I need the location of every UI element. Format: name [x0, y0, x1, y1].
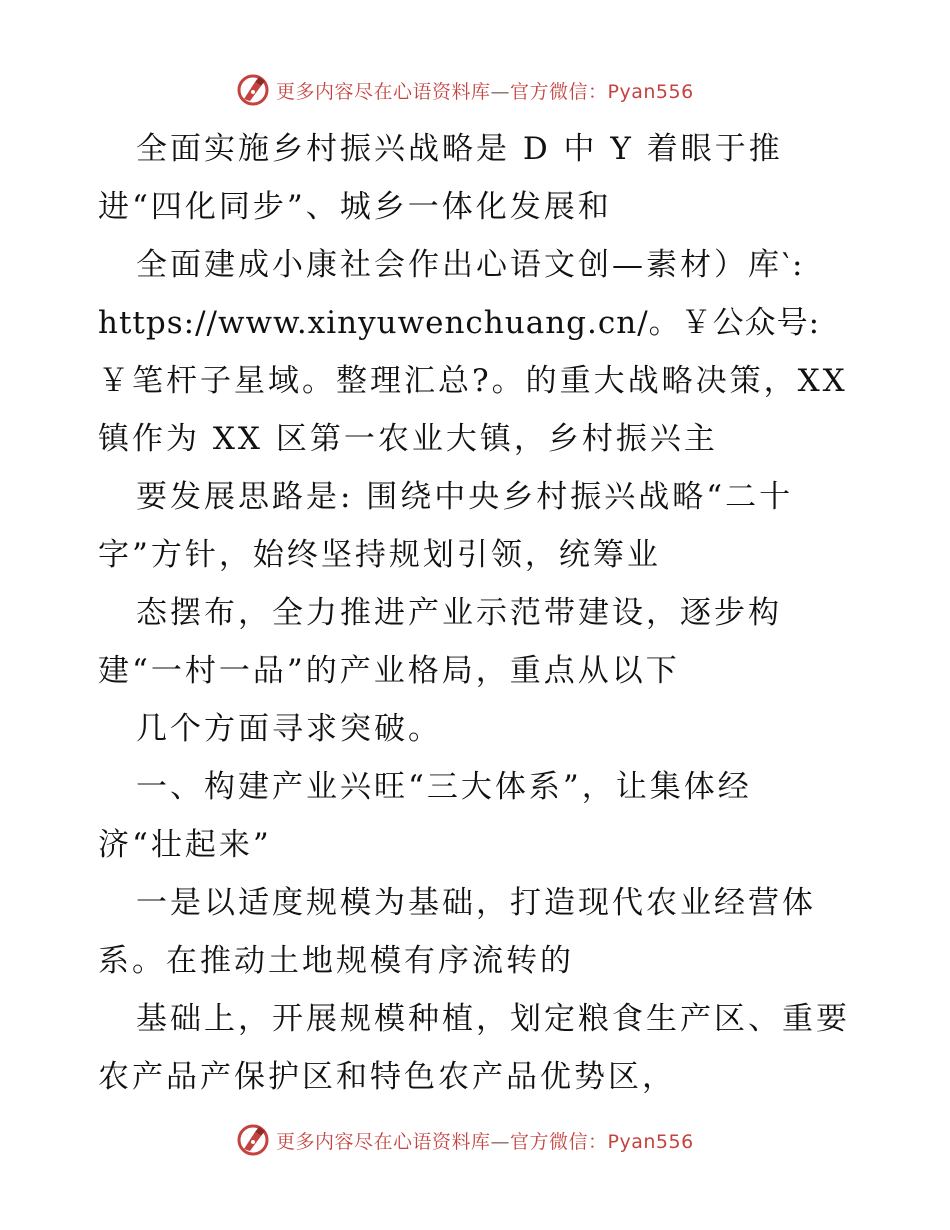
- paragraph-line: 系。在推动土地规模有序流转的: [98, 943, 574, 979]
- paragraph-line: 要发展思路是: 围绕中央乡村振兴战略“二十: [136, 479, 794, 515]
- paragraph-line: 基础上，开展规模种植，划定粮食生产区、重要: [136, 1001, 850, 1037]
- header-watermark-banner: [236, 72, 694, 108]
- header-watermark-text: 更多内容尽在心语资料库—官方微信：Pyan556: [276, 80, 694, 103]
- pen-nib-circle-logo-icon: [236, 1123, 270, 1157]
- paragraph-line: 建“一村一品”的产业格局，重点从以下: [98, 653, 680, 689]
- paragraph-line: 进“四化同步”、城乡一体化发展和: [98, 189, 612, 225]
- footer-watermark-text: 更多内容尽在心语资料库—官方微信：Pyan556: [276, 1130, 694, 1153]
- paragraph-line: 农产品产保护区和特色农产品优势区，: [98, 1059, 676, 1095]
- paragraph-line: 全面建成小康社会作出心语文创—素材）库‵:: [136, 247, 806, 283]
- paragraph-line: 一是以适度规模为基础，打造现代农业经营体: [136, 885, 816, 921]
- pen-nib-circle-logo-icon: [236, 73, 270, 107]
- paragraph-line: 字”方针，始终坚持规划引领，统筹业: [98, 537, 661, 573]
- paragraph-line-url: https://www.xinyuwenchuang.cn/。￥公众号:: [98, 305, 821, 341]
- paragraph-line: 全面实施乡村振兴战略是 D 中 Y 着眼于推: [136, 131, 783, 167]
- section-heading-line: 济“壮起来”: [98, 827, 272, 863]
- paragraph-line: 态摆布，全力推进产业示范带建设，逐步构: [136, 595, 782, 631]
- paragraph-line: ￥笔杆子星域。整理汇总?。的重大战略决策，XX: [98, 363, 848, 399]
- paragraph-line: 镇作为 XX 区第一农业大镇，乡村振兴主: [98, 421, 718, 457]
- section-heading-line: 一、构建产业兴旺“三大体系”，让集体经: [136, 769, 752, 805]
- paragraph-line: 几个方面寻求突破。: [136, 711, 442, 747]
- footer-watermark-banner: [236, 1122, 694, 1158]
